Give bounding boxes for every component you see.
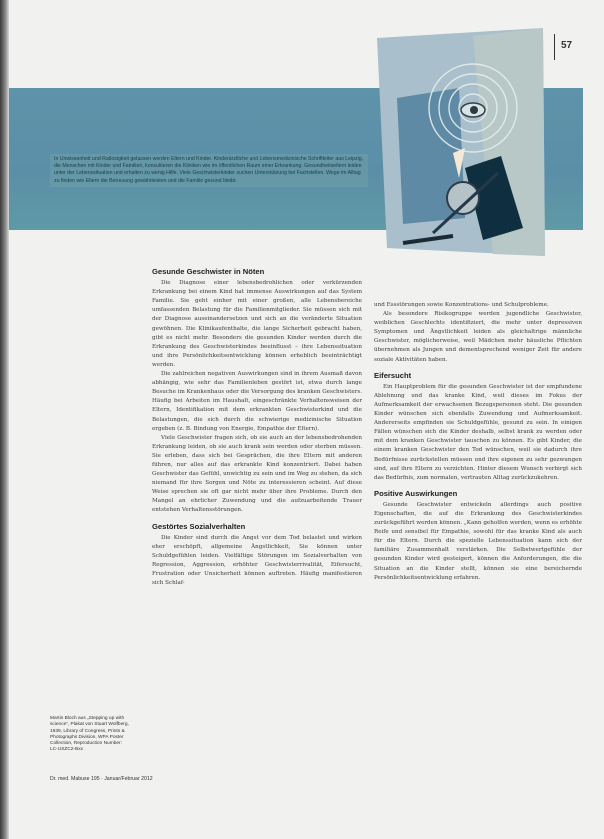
page-number: 57 (561, 40, 573, 51)
page-number-rule (554, 34, 555, 60)
paragraph: Viele Geschwister fragen sich, ob sie auch an der lebensbedrohenden Erkrankung leiden, ob sie auch krank sein werden oder sterben müssen. Sie erleben, dass sich bei Gesprächen, die ihre Eltern mit anderen führen, nur alles auf das erkrankte Kind konzentriert. Dabei haben Geschwister das Gefühl, unwichtig zu sein und im Weg zu stehen, da sich niemand für ihre Sorgen und Nöte zu interessieren scheint. Auf diese Weise sprechen sie oft gar nicht mehr über ihre Probleme. Durch den Mangel an ehrlicher Zuwendung und die aufzuarbeitende Trauer entstehen Verhaltensstörungen. (152, 434, 362, 514)
collage-illustration (373, 28, 553, 258)
paragraph: Gesunde Geschwister entwickeln allerdings auch positive Eigenschaften, die auf die Erkrankung des Geschwisterkindes zurückgeführt werden können. „Kann geholfen werden, wenn es erhöhte Reife und sensibel für Empathie, sowohl für das kranke Kind als auch für die Eltern. Durch die spezielle Lebenssituation kann sich der familiäre Zusammenhalt verstärken. Die Selbstwertgefühle der gesunden Kinder wird gesteigert, können die Anforderungen, die die Situation an die Kinder stellt, können sie eine bereichernde Persönlichkeitsentwicklung erfahren. (374, 501, 582, 581)
section-heading: Positive Auswirkungen (374, 488, 458, 498)
paragraph: Die Diagnose einer lebensbedrohlichen oder verkürzenden Erkrankung bei einem Kind hat immense Auswirkungen auf das System Familie. Sie geht einher mit einer großen, alle Lebensbereiche umfassenden Belastung für die Familienmitglieder. Sie müssen sich mit der Diagnose auseinandersetzen und sich an die veränderte Situation gewöhnen. Die Klinikaufenthalte, die lange Sicherheit gebracht haben, gibt es nicht mehr. Besonders die gesunden Kinder werden durch die Erkrankung des Geschwisterkindes beeinflusst – ihre Lebenssituation und ihre Persönlichkeitsentwicklung können erheblich beeinträchtigt werden. (152, 280, 362, 368)
paragraph: und Essstörungen sowie Konzentrations- und Schulprobleme. (374, 302, 549, 308)
article-column-left (152, 261, 362, 588)
article-column-right (374, 301, 582, 583)
book-spine (0, 0, 9, 839)
page-footer: Dr. med. Mabuse 195 · Januar/Februar 2012 (50, 776, 153, 782)
section-heading: Eifersucht (374, 370, 412, 380)
paragraph: Ein Hauptproblem für die gesunden Geschwister ist der empfundene Ablehnung und das kranke Kind, weil dieses im Fokus der Aufmerksamkeit der erwachsenen Bezugspersonen steht. Die gesunden Kinder wünschen sich ebenfalls Zuwendung und Aufmerksamkeit. Andererseits empfinden sie Schuldgefühle, gesund zu sein. In einigen Fällen wünschen sich die Kinder deshalb, selbst krank zu werden oder mit dem kranken Geschwister tauschen zu können. Es gibt Kinder, die einem kranken Geschwister den Tod wünschen, weil sie dadurch ihre Bedürfnisse zurückstellen müssen und ihre eigenen zu sehr gezwungen sind, auf ihre Eltern zu verzichten. Hinter diesem Wunsch verbirgt sich das Bedürfnis, zum normalen, vertrauten Alltag zurückzukehren. (374, 383, 582, 481)
banner-caption: In Unwissenheit und Ratlosigkeit gelassen werden Eltern und Kinder. Kinderärztliche und Lebensmedizinische Schriftleiter aus Leipzig, die Menschen mit Kinder und Familien, konsultieren die Kliniken wie im öffentlichen Raum einer Erkrankung. Gesundheitseltern leiden unter der Lebenssituation und erhalten zu wenig Hilfe. Viele Geschwisterkinder suchen Unterstützung bei Fachstellen. Wege im Alltag zu finden wie Eltern die Betreuung gewährleisten und die Familie gesund bleibt. (50, 154, 368, 187)
section-heading: Gesunde Geschwister in Nöten (152, 267, 265, 276)
paragraph: Die Kinder sind durch die Angst vor dem Tod belastet und wirken eher erschöpft, allgemeine Ängstlichkeit, Sie können unter Schuldgefühlen leiden. Vielfältige Störungen im Sozialverhalten von Regression, Aggression, erhöhter Geschwisterrivalität, Eifersucht, Frustration oder Unsicherheit können auftreten. Häufig manifestieren sich Schlaf- (152, 534, 362, 587)
image-credit-caption: Martin Bloch aus „Stepping up with science“, Plakat von Stuart Wolfberg, 1939, Library of Congress, Prints & Photographs Division, WPA Poster Collection, Reproduction Number: LC-USZC2-Bxx (50, 716, 129, 753)
paragraph: Als besondere Risikogruppe werden jugendliche Geschwister, weiblichen Geschlechts identifiziert, die mehr unter depressiven Symptomen und Ängstlichkeit leiden als gleichaltrige männliche Geschwister, möglicherweise, weil Mädchen mehr häusliche Pflichten übernehmen als Jungen und dementsprechend weniger Zeit für andere soziale Aktivitäten haben. (374, 311, 582, 363)
paragraph: Die zahlreichen negativen Auswirkungen sind in ihrem Ausmaß davon abhängig, wie sehr das Familienleben gestört ist, etwa durch lange Besuche im Krankenhaus oder die Versorgung des kranken Geschwisters. Häufig bei Arbeiten im Haushalt, eingeschränkte Verhaltensweisen der Eltern, Identifikation mit dem erkrankten Geschwisterkind und die Belastungen, die sich durch die schwierige medizinische Situation ergeben (z. B. Bindung von Energie, Empathie der Eltern). (152, 371, 362, 432)
section-heading: Gestörtes Sozialverhalten (152, 521, 246, 531)
